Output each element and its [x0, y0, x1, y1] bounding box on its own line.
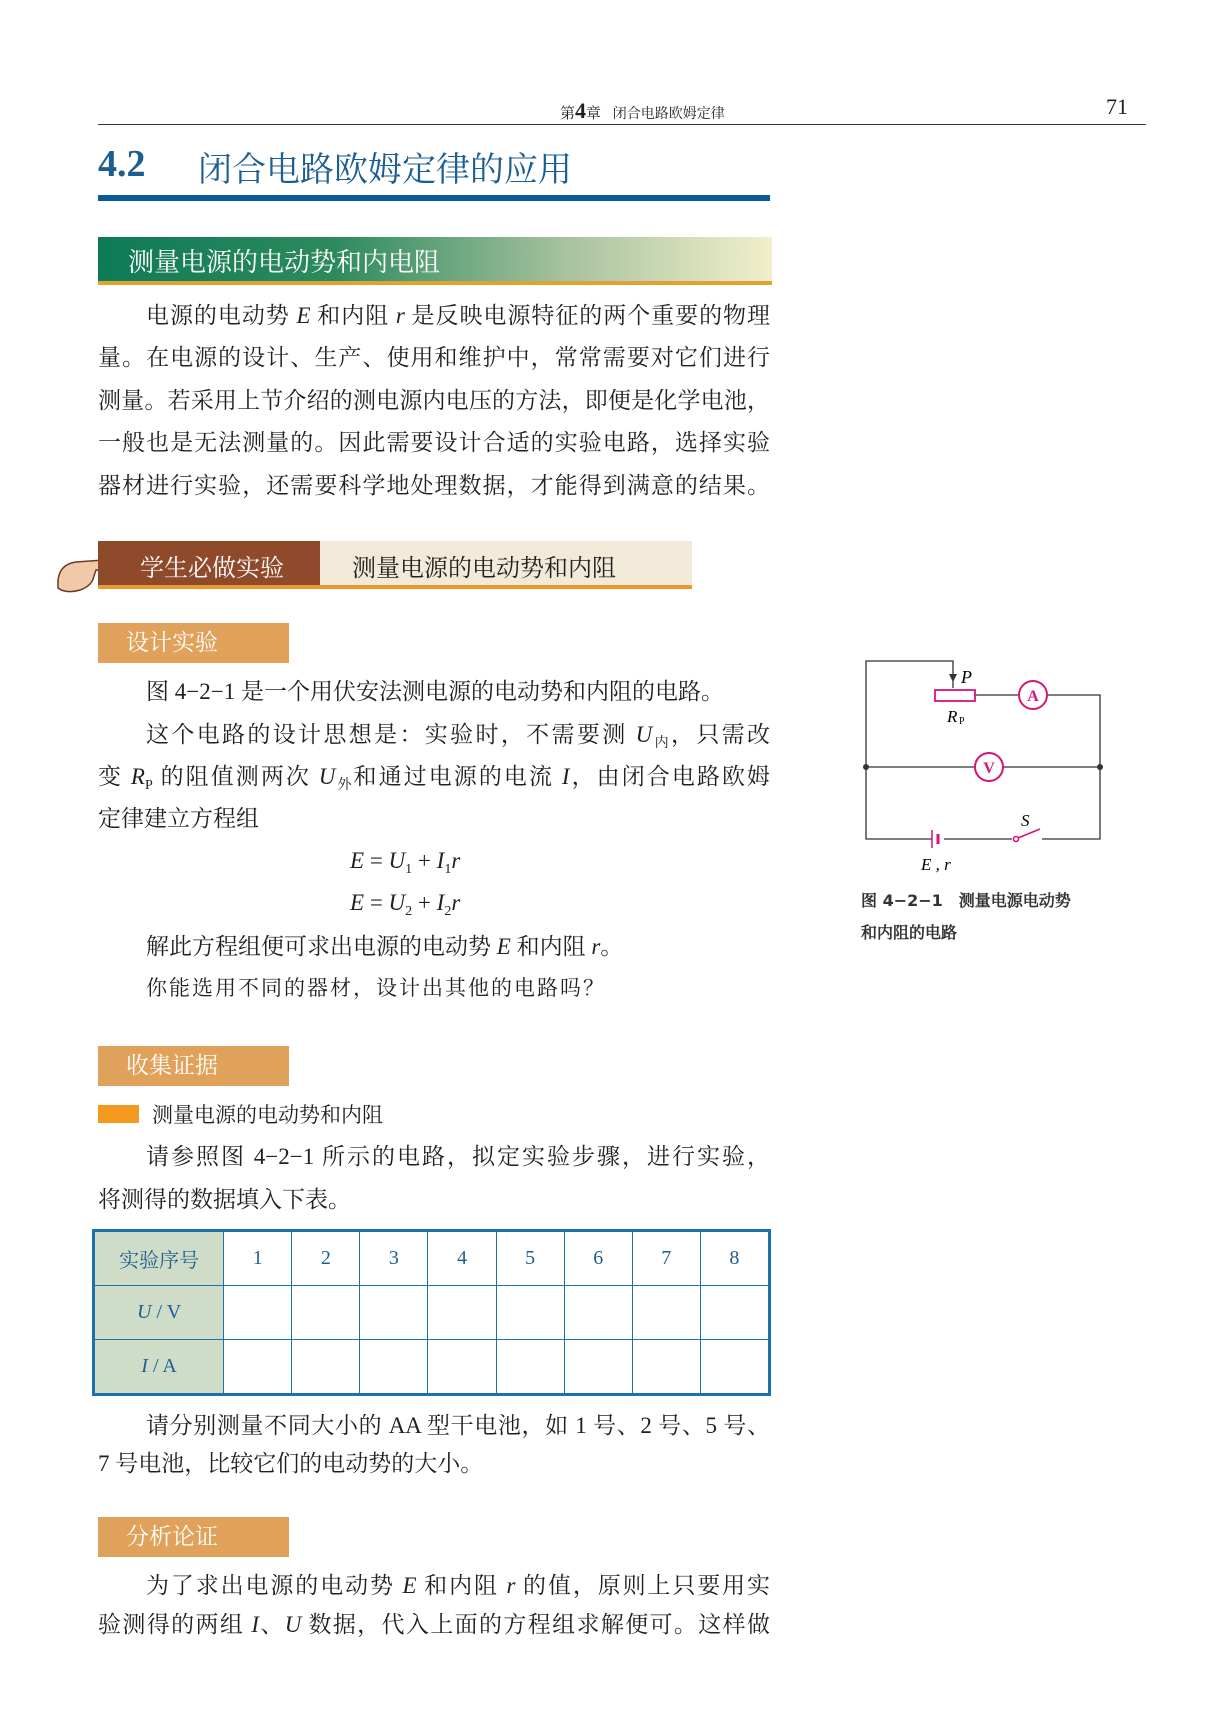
column-header: 2 — [292, 1231, 360, 1286]
design-line: 图 4−2−1 是一个用伏安法测电源的电动势和内阻的电路。 — [146, 679, 724, 704]
analysis-heading: 分析论证 — [98, 1517, 289, 1557]
table-header-cell: 实验序号 — [94, 1231, 224, 1286]
design-heading: 设计实验 — [98, 623, 289, 663]
subheading-marker — [98, 1105, 139, 1123]
table-cell[interactable] — [224, 1286, 292, 1340]
label-s: S — [1021, 811, 1030, 830]
table-cell[interactable] — [292, 1340, 360, 1395]
battery-icon — [932, 830, 938, 848]
figure-caption: 图 4−2−1 测量电源电动势 — [861, 891, 1071, 910]
table-cell[interactable] — [700, 1286, 769, 1340]
label-p: P — [961, 667, 972, 687]
table-cell[interactable] — [224, 1340, 292, 1395]
design-line: 定律建立方程组 — [98, 806, 259, 831]
switch-icon — [1014, 829, 1041, 842]
design-question: 你能选用不同的器材，设计出其他的电路吗？ — [146, 976, 606, 1000]
design-line: 这个电路的设计思想是：实验时，不需要测 $U_内$，只需改 — [146, 722, 771, 751]
table-cell[interactable] — [632, 1286, 700, 1340]
table-row — [94, 1231, 770, 1286]
intro-line: 量。在电源的设计、生产、使用和维护中，常常需要对它们进行 — [98, 345, 770, 370]
collect-line: 请参照图 4−2−1 所示的电路，拟定实验步骤，进行实验， — [146, 1144, 770, 1169]
data-table — [92, 1229, 771, 1396]
circuit-wires — [866, 661, 1100, 839]
section-number: 4.2 — [98, 143, 146, 185]
table-cell[interactable] — [360, 1286, 428, 1340]
running-header — [560, 98, 725, 124]
table-cell[interactable] — [700, 1340, 769, 1395]
chapter-number: 4 — [575, 98, 587, 123]
table-cell[interactable] — [360, 1340, 428, 1395]
column-header: 3 — [360, 1231, 428, 1286]
collect-subheading: 测量电源的电动势和内阻 — [152, 1103, 383, 1127]
table-cell[interactable] — [292, 1286, 360, 1340]
table-cell[interactable] — [496, 1286, 564, 1340]
design-line: 解此方程组便可求出电源的电动势 E 和内阻 r。 — [146, 934, 624, 959]
slider-arrow-icon — [949, 674, 957, 682]
table-row — [94, 1340, 770, 1395]
collect-line: 请分别测量不同大小的 AA 型干电池，如 1 号、2 号、5 号、 — [146, 1413, 770, 1438]
chapter-prefix: 第 — [560, 106, 576, 122]
column-header: 5 — [496, 1231, 564, 1286]
chapter-suffix: 章 — [586, 106, 602, 122]
intro-line: 电源的电动势 E 和内阻 r 是反映电源特征的两个重要的物理 — [146, 303, 771, 328]
label-rp: R — [947, 707, 958, 726]
section-title: 闭合电路欧姆定律的应用 — [198, 150, 572, 190]
table-cell[interactable] — [428, 1286, 496, 1340]
column-header: 1 — [224, 1231, 292, 1286]
figure-caption: 和内阻的电路 — [861, 923, 958, 942]
column-header: 8 — [700, 1231, 769, 1286]
intro-line: 测量。若采用上节介绍的测电源内电压的方法，即便是化学电池， — [98, 388, 770, 413]
intro-line: 器材进行实验，还需要科学地处理数据，才能得到满意的结果。 — [98, 473, 770, 498]
topic-banner — [98, 237, 772, 285]
label-a: A — [1027, 688, 1039, 705]
circuit-diagram — [840, 640, 1130, 890]
equation-1: $E = U_1 + I_1r$ — [350, 848, 461, 877]
header-rule — [98, 124, 1146, 125]
page-number: 71 — [1106, 94, 1128, 119]
row-label-voltage: U / V — [94, 1286, 224, 1340]
junction-dot — [863, 764, 869, 770]
collect-heading: 收集证据 — [98, 1046, 289, 1086]
design-line: 变 $R_P$ 的阻值测两次 $U_外$和通过电源的电流 I，由闭合电路欧姆 — [98, 764, 771, 793]
collect-line: 7 号电池，比较它们的电动势的大小。 — [98, 1451, 484, 1476]
collect-line: 将测得的数据填入下表。 — [98, 1187, 351, 1212]
chapter-title: 闭合电路欧姆定律 — [612, 106, 725, 122]
intro-line: 一般也是无法测量的。因此需要设计合适的实验电路，选择实验 — [98, 430, 770, 455]
experiment-tag — [98, 541, 320, 589]
title-bar — [98, 195, 770, 201]
row-label-current: I / A — [94, 1340, 224, 1395]
table-cell[interactable] — [564, 1286, 632, 1340]
column-header: 6 — [564, 1231, 632, 1286]
column-header: 4 — [428, 1231, 496, 1286]
table-cell[interactable] — [496, 1340, 564, 1395]
analysis-line: 验测得的两组 I、U 数据，代入上面的方程组求解便可。这样做 — [98, 1612, 771, 1637]
experiment-tag-label: 学生必做实验 — [140, 554, 284, 582]
equation-2: $E = U_2 + I_2r$ — [350, 890, 461, 919]
label-rp-sub: P — [959, 716, 965, 727]
topic-banner-title: 测量电源的电动势和内电阻 — [128, 248, 441, 278]
label-v: V — [983, 760, 995, 777]
experiment-title: 测量电源的电动势和内阻 — [352, 554, 616, 582]
table-cell[interactable] — [632, 1340, 700, 1395]
experiment-title-bar — [320, 541, 692, 589]
junction-dot — [1097, 764, 1103, 770]
table-row — [94, 1286, 770, 1340]
table-cell[interactable] — [428, 1340, 496, 1395]
column-header: 7 — [632, 1231, 700, 1286]
table-cell[interactable] — [564, 1340, 632, 1395]
rheostat-icon — [935, 690, 975, 701]
analysis-line: 为了求出电源的电动势 E 和内阻 r 的值，原则上只要用实 — [146, 1573, 771, 1598]
label-er: E , r — [921, 855, 951, 874]
